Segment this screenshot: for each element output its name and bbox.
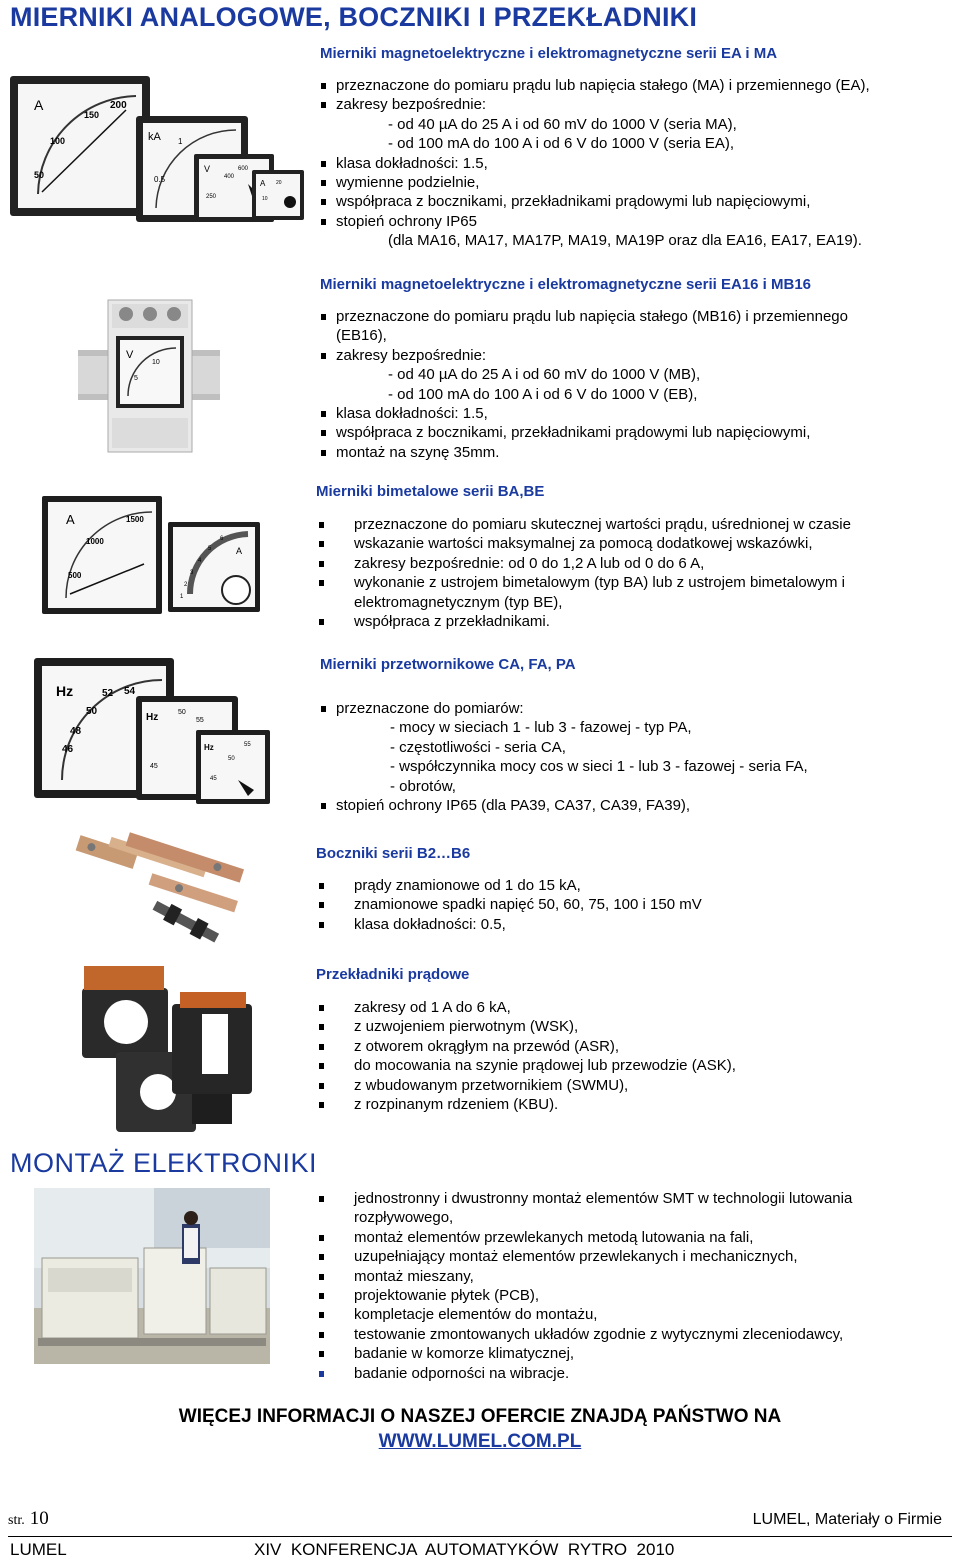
gauge2-unit: kA [148,131,161,143]
footer-divider [8,1536,952,1537]
list-item: stopień ochrony IP65 [320,212,870,231]
footer-right-label: LUMEL, Materiały o Firmie [752,1511,942,1528]
freq2-tick-55: 55 [196,717,204,724]
list-item: stopień ochrony IP65 (dla PA39, CA37, CA39, FA39), [320,796,808,815]
din-meter-image [78,296,220,456]
bimetal2-tick-2: 2 [184,582,188,588]
gauge1-tick-200: 200 [110,100,127,111]
gauge1-unit: A [34,97,44,113]
list-item: testowanie zmontowanych układów zgodnie z wytycznymi zleceniodawcy, [318,1325,852,1344]
list-item: z otworem okrągłym na przewód (ASR), [318,1037,736,1056]
gauge4-tick-20: 20 [276,180,282,186]
gauge1-tick-50: 50 [34,170,45,180]
list-item: wskazanie wartości maksymalnej za pomocą dodatkowej wskazówki, [318,534,851,553]
list-item: zakresy bezpośrednie: [320,346,848,365]
list-item: uzupełniający montaż elementów przewlekanych i mechanicznych, [318,1247,852,1266]
list-item: zakresy od 1 A do 6 kA, [318,998,736,1017]
freq3-tick-45: 45 [210,776,217,782]
din-gauge-tick-10: 10 [152,359,160,366]
section-title-ea16: Mierniki magnetoelektryczne i elektromagnetyczne serii EA16 i MB16 [320,276,812,293]
page-title: MIERNIKI ANALOGOWE, BOCZNIKI I PRZEKŁADNIKI [10,2,698,32]
list-item: (dla MA16, MA17, MA17P, MA19, MA19P oraz dla EA16, EA17, EA19). [388,232,862,250]
shunts-image [60,832,260,948]
list-item: przeznaczone do pomiarów: [320,699,808,718]
list-ca [320,699,808,815]
page-number-label [8,1508,49,1530]
list-item: elektromagnetycznym (typ BE), [354,593,563,611]
page-number: 10 [29,1508,49,1529]
list-item: (EB16), [336,327,387,345]
list-item: przeznaczone do pomiaru prądu lub napięcia stałego (MB16) i przemiennego [320,307,848,326]
list-item: z uzwojeniem pierwotnym (WSK), [318,1017,736,1036]
list-item: zakresy bezpośrednie: od 0 do 1,2 A lub od 0 do 6 A, [318,554,851,573]
bimetal2-tick-6: 6 [220,536,224,542]
list-ea-ma [320,76,870,251]
list-item: badanie odporności na wibracje. [318,1364,852,1383]
bimetal1-tick-500: 500 [68,571,82,580]
freq2-tick-45: 45 [150,763,158,770]
list-item: montaż na szynę 35mm. [320,443,848,462]
section-title-ba: Mierniki bimetalowe serii BA,BE [316,483,545,500]
gauge3-tick-250: 250 [206,194,217,200]
freq3-unit: Hz [204,743,214,752]
freq1-tick-52: 52 [102,688,114,699]
bimetal1-tick-1500: 1500 [126,515,144,524]
list-prz [318,998,736,1114]
section-title-ea-ma: Mierniki magnetoelektryczne i elektromagnetyczne serii EA i MA [320,45,778,62]
footer-info: WIĘCEJ INFORMACJI O NASZEJ OFERCIE ZNAJDĄ PAŃSTWO NA [178,1406,782,1427]
list-item: przeznaczone do pomiaru prądu lub napięcia stałego (MA) i przemiennego (EA), [320,76,870,95]
bimetal-meters-image [40,494,262,616]
list-item: zakresy bezpośrednie: [320,95,870,114]
freq3-tick-55: 55 [244,742,251,748]
list-item: - od 40 µA do 25 A i od 60 mV do 1000 V (seria MA), [388,115,737,133]
footer-company: LUMEL [10,1540,67,1559]
list-item: wymienne podzielnie, [320,173,870,192]
freq1-tick-48: 48 [70,726,82,737]
list-item: badanie w komorze klimatycznej, [318,1344,852,1363]
list-ba [318,515,851,631]
gauge3-tick-600: 600 [238,166,249,172]
list-item: z wbudowanym przetwornikiem (SWMU), [318,1076,736,1095]
freq3-tick-50: 50 [228,756,235,762]
list-item: - od 40 µA do 25 A i od 60 mV do 1000 V (MB), [388,366,701,384]
analog-meters-image [8,74,308,224]
din-gauge-tick-5: 5 [134,375,138,382]
list-item: - od 100 mA do 100 A i od 6 V do 1000 V (EB), [388,385,698,403]
factory-photo [34,1188,270,1364]
list-item: klasa dokładności: 0.5, [318,915,702,934]
list-item: - obrotów, [390,777,456,795]
footer-conference: XIV KONFERENCJA AUTOMATYKÓW RYTRO 2010 [254,1540,675,1559]
freq1-tick-50: 50 [86,706,98,717]
current-transformers-image [76,962,256,1146]
list-item: - od 100 mA do 100 A i od 6 V do 1000 V (seria EA), [388,135,735,153]
footer-link-row [0,1431,960,1453]
bimetal2-tick-1: 1 [180,594,184,600]
list-item: współpraca z przekładnikami. [318,612,851,631]
section-title-ca: Mierniki przetwornikowe CA, FA, PA [320,656,576,673]
list-item: wykonanie z ustrojem bimetalowym (typ BA) lub z ustrojem bimetalowym i [318,573,851,592]
list-item: przeznaczone do pomiaru skutecznej wartości prądu, uśrednionej w czasie [318,515,851,534]
bimetal1-tick-1000: 1000 [86,537,104,546]
list-item: do mocowania na szynie prądowej lub przewodzie (ASK), [318,1056,736,1075]
page-label: str. [8,1513,25,1528]
gauge1-tick-100: 100 [50,136,66,146]
bimetal2-tick-3: 3 [190,570,194,576]
list-item: współpraca z bocznikami, przekładnikami prądowymi lub napięciowymi, [320,423,848,442]
freq1-tick-46: 46 [62,744,74,755]
section-title-prz: Przekładniki prądowe [316,966,470,983]
freq1-unit: Hz [56,683,74,699]
gauge3-unit: V [204,164,211,174]
list-item: - współczynnika mocy cos w sieci 1 - lub 3 - fazowej - seria FA, [390,758,808,776]
list-item: - mocy w sieciach 1 - lub 3 - fazowej - typ PA, [390,719,692,737]
website-link[interactable]: WWW.LUMEL.COM.PL [378,1431,582,1452]
list-item: z rozpinanym rdzeniem (KBU). [318,1095,736,1114]
list-item: montaż elementów przewlekanych metodą lutowania na fali, [318,1228,852,1247]
list-b2 [318,876,702,934]
list-item: klasa dokładności: 1.5, [320,154,870,173]
freq2-unit: Hz [146,712,159,723]
bimetal2-unit: A [236,546,243,556]
din-gauge-unit: V [126,349,134,361]
list-item: rozpływowego, [354,1209,454,1227]
gauge4-tick-10: 10 [262,196,268,202]
list-item: - częstotliwości - seria CA, [390,738,566,756]
bimetal1-unit: A [66,512,75,527]
list-item: projektowanie płytek (PCB), [318,1286,852,1305]
list-ea16 [320,307,848,462]
gauge3-tick-400: 400 [224,174,235,180]
freq1-tick-54: 54 [124,686,136,697]
list-item: kompletacje elementów do montażu, [318,1305,852,1324]
freq2-tick-50: 50 [178,709,186,716]
list-item: współpraca z bocznikami, przekładnikami prądowymi lub napięciowymi, [320,192,870,211]
list-item: klasa dokładności: 1.5, [320,404,848,423]
list-item: znamionowe spadki napięć 50, 60, 75, 100 i 150 mV [318,895,702,914]
list-item: prądy znamionowe od 1 do 15 kA, [318,876,702,895]
list-item: jednostronny i dwustronny montaż elementów SMT w technologii lutowania [318,1189,852,1208]
list-montaz [318,1189,852,1383]
gauge2-tick-05: 0.5 [154,175,166,184]
gauge1-tick-150: 150 [84,110,100,120]
frequency-meters-image [32,656,272,806]
list-item: montaż mieszany, [318,1267,852,1286]
bimetal2-tick-5: 5 [208,546,212,552]
gauge4-unit: A [260,179,266,188]
section-title-montaz: MONTAŻ ELEKTRONIKI [10,1148,318,1178]
gauge2-tick-1: 1 [178,137,183,146]
bimetal2-tick-4: 4 [198,558,202,564]
section-title-b2: Boczniki serii B2…B6 [316,845,471,862]
